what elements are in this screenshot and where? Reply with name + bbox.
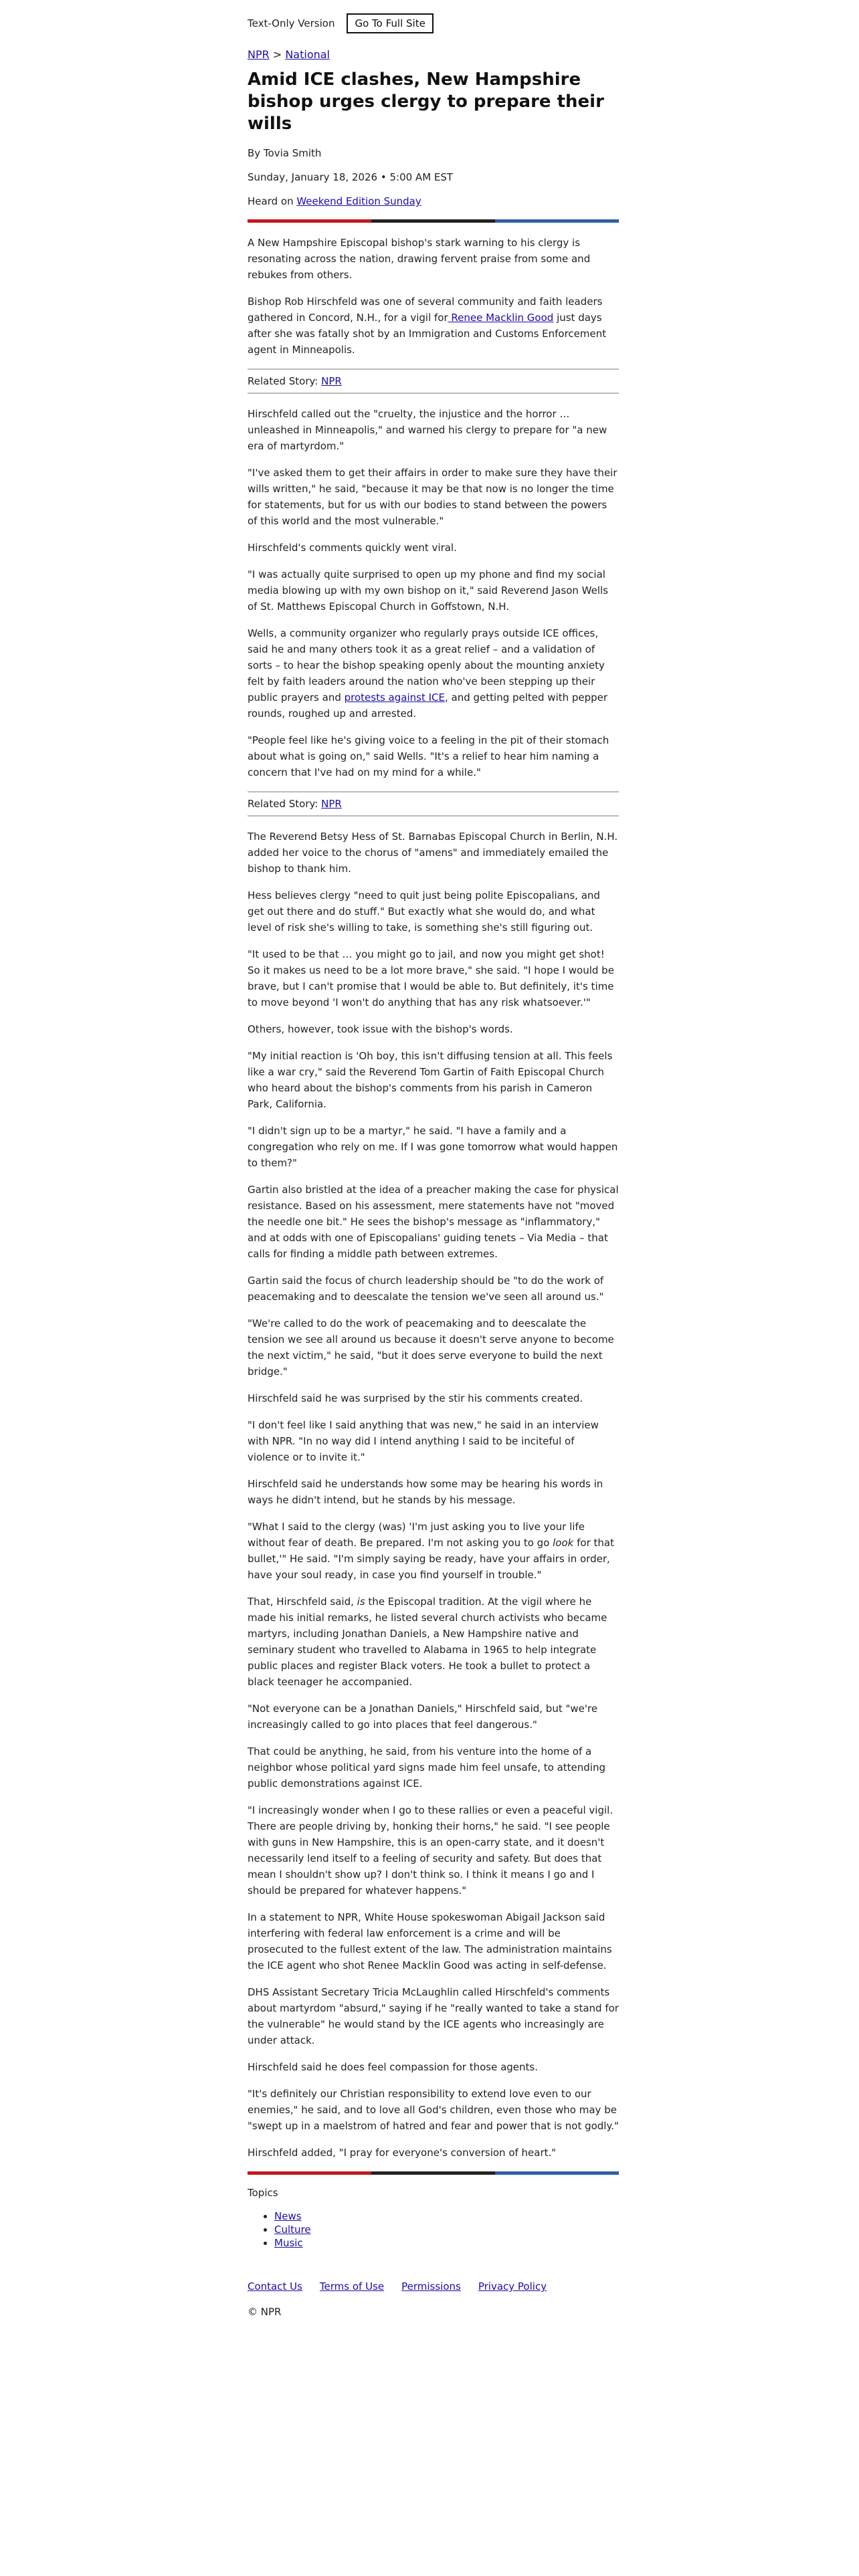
divider-red [248, 219, 371, 223]
paragraph: Hirschfeld said he understands how some may be hearing his words in ways he didn't intend, but he stands by his message. [248, 1478, 603, 1506]
paragraph-text: , and getting pelted with pepper rounds, roughed up and arrested. [248, 691, 608, 720]
breadcrumb [248, 48, 619, 61]
top-bar [248, 13, 619, 33]
paragraph [248, 294, 619, 358]
permissions-link[interactable]: Permissions [401, 2280, 461, 2292]
paragraph: "We're called to do the work of peacemaking and to deescalate the tension we see all around us because it doesn't serve anyone to become the next victim," he said, "but it does serve everyone to build the next bridge." [248, 1317, 614, 1378]
heard-on-prefix: Heard on [248, 195, 297, 207]
paragraph: Hirschfeld added, "I pray for everyone's conversion of heart." [248, 2147, 557, 2159]
breadcrumb-npr-link[interactable]: NPR [248, 48, 270, 61]
paragraph: Hess believes clergy "need to quit just being polite Episcopalians, and get out there and do stuff." But exactly what she would do, and what level of risk she's willing to take, is something she's still figuring out. [248, 889, 600, 934]
paragraph: That could be anything, he said, from his venture into the home of a neighbor whose political yard signs made him feel unsafe, to attending public demonstrations against ICE. [248, 1745, 605, 1790]
paragraph: "I don't feel like I said anything that was new," he said in an interview with NPR. "In no way did I intend anything I said to be inciteful of violence or to invite it." [248, 1419, 599, 1463]
paragraph: "People feel like he's giving voice to a feeling in the pit of their stomach about what is going on," said Wells. "It's a relief to hear him naming a concern that I've had on my mind for a while." [248, 734, 609, 778]
divider-red [248, 2171, 371, 2175]
paragraph: Hirschfeld's comments quickly went viral. [248, 542, 457, 554]
topics-list [248, 2210, 619, 2250]
heard-on [248, 195, 619, 207]
related-story-link[interactable]: NPR [321, 375, 342, 387]
terms-of-use-link[interactable]: Terms of Use [319, 2280, 385, 2292]
paragraph: Hirschfeld called out the "cruelty, the injustice and the horror … unleashed in Minneapolis," and warned his clergy to prepare for "a new era of martyrdom." [248, 408, 607, 452]
paragraph [248, 1519, 619, 1583]
paragraph-text: for that bullet,'" He said. "I'm simply saying be ready, have your affairs in order, have your soul ready, in case you find yourself in trouble." [248, 1537, 614, 1581]
topic-music-link[interactable]: Music [274, 2237, 303, 2249]
paragraph: Hirschfeld said he was surprised by the stir his comments created. [248, 1392, 583, 1404]
byline: By Tovia Smith [248, 147, 322, 159]
related-story-link[interactable]: NPR [321, 798, 342, 810]
paragraph: "My initial reaction is 'Oh boy, this isn't diffusing tension at all. This feels like a war cry," said the Reverend Tom Gartin of Faith Episcopal Church who heard about the bishop's comments from his parish in Cameron Park, California. [248, 1050, 613, 1110]
paragraph: A New Hampshire Episcopal bishop's stark warning to his clergy is resonating across the nation, drawing fervent praise from some and rebukes from others. [248, 237, 591, 281]
color-divider [248, 219, 619, 223]
contact-us-link[interactable]: Contact Us [248, 2280, 302, 2292]
related-story [248, 791, 619, 817]
related-story-label: Related Story: [248, 375, 322, 387]
list-item [274, 2223, 619, 2236]
paragraph-text: the Episcopal tradition. At the vigil where he made his initial remarks, he listed several church activists who became martyrs, including Jonathan Daniels, a New Hampshire native and seminary student who travelled to Alabama in 1965 to help integrate public places and register Black voters. He took a bullet to protect a black teenager he accompanied. [248, 1596, 607, 1688]
article-title: Amid ICE clashes, New Hampshire bishop urges clergy to prepare their wills [248, 70, 604, 134]
paragraph: "It's definitely our Christian responsibility to extend love even to our enemies," he said, and to love all God's children, even those who may be "swept up in a maelstrom of hatred and fear and power that is not godly." [248, 2088, 619, 2132]
show-link[interactable]: Weekend Edition Sunday [296, 195, 421, 207]
paragraph-text: That, Hirschfeld said, [248, 1596, 357, 1608]
breadcrumb-separator: > [272, 48, 282, 61]
divider-black [371, 219, 495, 223]
protests-link[interactable]: protests against ICE [344, 691, 445, 704]
paragraph: "I've asked them to get their affairs in order to make sure they have their wills written," he said, "because it may be that now is no longer the time for statements, but for us with our bodies to stand between the powers of this world and the most vulnerable." [248, 467, 617, 527]
topic-culture-link[interactable]: Culture [274, 2224, 311, 2236]
paragraph-text: Bishop Rob Hirschfeld was one of several community and faith leaders gathered in Concord, N.H., for a vigil for [248, 296, 603, 324]
footer-links [248, 2280, 619, 2292]
emphasis: is [357, 1596, 365, 1608]
paragraph-text: just days after she was fatally shot by an Immigration and Customs Enforcement agent in Minneapolis. [248, 312, 607, 356]
paragraph [248, 625, 619, 722]
paragraph: Hirschfeld said he does feel compassion for those agents. [248, 2061, 538, 2073]
color-divider [248, 2171, 619, 2175]
breadcrumb-section-link[interactable]: National [285, 48, 330, 61]
paragraph: Others, however, took issue with the bishop's words. [248, 1023, 513, 1035]
related-story [248, 368, 619, 394]
paragraph: Gartin also bristled at the idea of a preacher making the case for physical resistance. Based on his assessment, mere statements have not "moved the needle one bit." He sees the bishop's message as "inflammatory," and at odds with one of Episcopalians' guiding tenets – Via Media – that calls for finding a middle path between extremes. [248, 1184, 619, 1260]
paragraph: "I increasingly wonder when I go to these rallies or even a peaceful vigil. There are people driving by, honking their horns," he said. "I see people with guns in New Hampshire, this is an open-carry state, and it doesn't necessarily lend itself to a feeling of security and safety. But does that mean I shouldn't show up? I don't think so. I think it means I go and I should be prepared for whatever happens." [248, 1804, 613, 1897]
paragraph: The Reverend Betsy Hess of St. Barnabas Episcopal Church in Berlin, N.H. added her voice to the chorus of "amens" and immediately emailed the bishop to thank him. [248, 831, 618, 875]
paragraph-text: "What I said to the clergy (was) 'I'm just asking you to live your life without fear of death. Be prepared. I'm not asking you to go [248, 1521, 585, 1549]
full-site-button[interactable]: Go To Full Site [347, 13, 433, 33]
topics-heading: Topics [248, 2187, 278, 2199]
renee-good-link[interactable]: Renee Macklin Good [448, 312, 554, 324]
paragraph: DHS Assistant Secretary Tricia McLaughlin called Hirschfeld's comments about martyrdom "absurd," saying if he "really wanted to take a stand for the vulnerable" he would stand by the ICE agents who increasingly are under attack. [248, 1986, 619, 2046]
paragraph-text: Wells, a community organizer who regularly prays outside ICE offices, said he and many others took it as a great relief – and a validation of sorts – to hear the bishop speaking openly about the mounting anxiety felt by faith leaders around the nation who've been stepping up their public prayers and [248, 627, 605, 704]
paragraph [248, 1594, 619, 1690]
topic-news-link[interactable]: News [274, 2210, 302, 2222]
paragraph: "It used to be that … you might go to jail, and now you might get shot! So it makes us need to be a lot more brave," she said. "I hope I would be brave, but I can't promise that I would be able to. But definitely, it's time to move beyond 'I won't do anything that has any risk whatsoever.'" [248, 948, 614, 1008]
publish-date: Sunday, January 18, 2026 • 5:00 AM EST [248, 171, 454, 183]
paragraph: Gartin said the focus of church leadership should be "to do the work of peacemaking and to deescalate the tension we've seen all around us." [248, 1275, 604, 1303]
divider-black [371, 2171, 495, 2175]
divider-blue [495, 219, 619, 223]
list-item [274, 2210, 619, 2223]
related-story-label: Related Story: [248, 798, 322, 810]
divider-blue [495, 2171, 619, 2175]
page [248, 0, 619, 2318]
text-only-label: Text-Only Version [248, 17, 335, 29]
copyright: © NPR [248, 2306, 282, 2318]
paragraph: "I was actually quite surprised to open up my phone and find my social media blowing up with my own bishop on it," said Reverend Jason Wells of St. Matthews Episcopal Church in Goffstown, N.H. [248, 568, 608, 613]
list-item [274, 2236, 619, 2250]
privacy-policy-link[interactable]: Privacy Policy [478, 2280, 547, 2292]
emphasis: look [553, 1537, 574, 1549]
paragraph: "I didn't sign up to be a martyr," he said. "I have a family and a congregation who rely on me. If I was gone tomorrow what would happen to them?" [248, 1125, 618, 1169]
paragraph: In a statement to NPR, White House spokeswoman Abigail Jackson said interfering with federal law enforcement is a crime and will be prosecuted to the fullest extent of the law. The administration maintains the ICE agent who shot Renee Macklin Good was acting in self-defense. [248, 1911, 612, 1971]
paragraph: "Not everyone can be a Jonathan Daniels," Hirschfeld said, but "we're increasingly called to go into places that feel dangerous." [248, 1703, 598, 1731]
